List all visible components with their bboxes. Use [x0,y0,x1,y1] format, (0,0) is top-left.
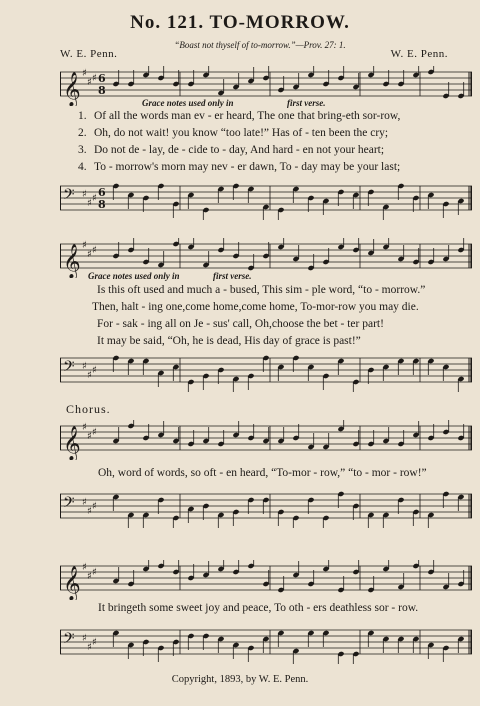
verse-4-line2: It may be said, “Oh, he is dead, His day of grace is past!” [97,335,361,347]
verse-1-line2: Is this oft used and much a - bused, This sim - ple word, “to - morrow.” [97,284,426,296]
sharp-icon: ♯ [82,68,87,79]
sharp-icon: ♯ [82,240,87,251]
verse-number: 1. [78,110,87,122]
staff-treble-3 [60,420,472,460]
grace-note-label: Grace notes used only in [88,271,180,281]
verse-text: Of all the words man ev - er heard, The one that bring-eth sor-row, [94,110,401,122]
verse-number: 3. [78,144,87,156]
bass-clef-icon: 𝄢 [63,186,75,207]
sharp-icon: ♯ [87,506,92,517]
chorus-label: Chorus. [66,402,111,416]
sharp-icon: ♯ [92,193,97,204]
time-signature-bottom: 8 [98,198,106,211]
sharp-icon: ♯ [92,637,97,648]
grace-note-label-end: first verse. [287,98,326,108]
treble-clef-icon: 𝄞 [63,566,81,600]
verse-number: 2. [78,127,87,139]
bass-clef-icon: 𝄢 [63,494,75,515]
copyright-notice: Copyright, 1893, by W. E. Penn. [171,674,309,685]
staff-treble-1 [60,66,472,106]
sharp-icon: ♯ [92,365,97,376]
staff-treble-4 [60,560,472,600]
grace-note-label: Grace notes used only in [142,98,234,108]
sharp-icon: ♯ [92,73,97,84]
verse-2-line1 [78,127,388,139]
treble-clef-icon: 𝄞 [63,426,81,460]
chorus-line-1: Oh, word of words, so oft - en heard, “To-mor - row,” “to - mor - row!” [98,467,427,479]
sharp-icon: ♯ [92,245,97,256]
sharp-icon: ♯ [82,361,87,372]
verse-number: 4. [78,161,87,173]
grace-note-label-end: first verse. [213,271,252,281]
staff-bass-2 [60,352,472,392]
composer-right: W. E. Penn. [390,48,448,60]
bass-clef-icon: 𝄢 [63,630,75,651]
verse-3-line1 [78,144,384,156]
sharp-icon: ♯ [82,633,87,644]
bass-clef-icon: 𝄢 [63,358,75,379]
treble-clef-icon: 𝄞 [63,244,81,278]
verse-4-line1 [78,161,400,173]
verse-2-line2: Then, halt - ing one,come home,come home, To-mor-row you may die. [92,301,419,313]
sharp-icon: ♯ [92,567,97,578]
treble-clef-icon: 𝄞 [63,72,81,106]
sharp-icon: ♯ [87,642,92,653]
staff-bass-4 [60,624,472,664]
epigraph: “Boast not thyself of to-morrow.”—Prov. 27: 1. [174,40,346,50]
staff-bass-3 [60,488,472,528]
sharp-icon: ♯ [92,501,97,512]
sharp-icon: ♯ [87,249,92,260]
verse-1-line1 [78,110,400,122]
composer-left: W. E. Penn. [60,48,118,60]
chorus-line-2: It bringeth some sweet joy and peace, To oth - ers deathless sor - row. [98,602,419,614]
sharp-icon: ♯ [82,562,87,573]
sharp-icon: ♯ [82,422,87,433]
sharp-icon: ♯ [87,370,92,381]
sharp-icon: ♯ [87,571,92,582]
staff-bass-1 [60,180,472,220]
verse-text: Do not de - lay, de - cide to - day, And hard - en not your heart; [94,144,385,156]
verse-text: Oh, do not wait! you know “too late!” Has of - ten been the cry; [94,127,389,139]
time-signature-bottom: 8 [98,84,106,97]
hymn-title: No. 121. TO-MORROW. [130,12,350,33]
verse-3-line2: For - sak - ing all on Je - sus' call, Oh,choose the bet - ter part! [97,318,384,330]
sharp-icon: ♯ [92,427,97,438]
time-signature-top: 6 [98,186,106,199]
sharp-icon: ♯ [82,497,87,508]
sharp-icon: ♯ [87,431,92,442]
time-signature-top: 6 [98,72,106,85]
sharp-icon: ♯ [87,77,92,88]
verse-text: To - morrow's morn may nev - er dawn, To - day may be your last; [94,161,401,173]
sharp-icon: ♯ [82,189,87,200]
sharp-icon: ♯ [87,198,92,209]
